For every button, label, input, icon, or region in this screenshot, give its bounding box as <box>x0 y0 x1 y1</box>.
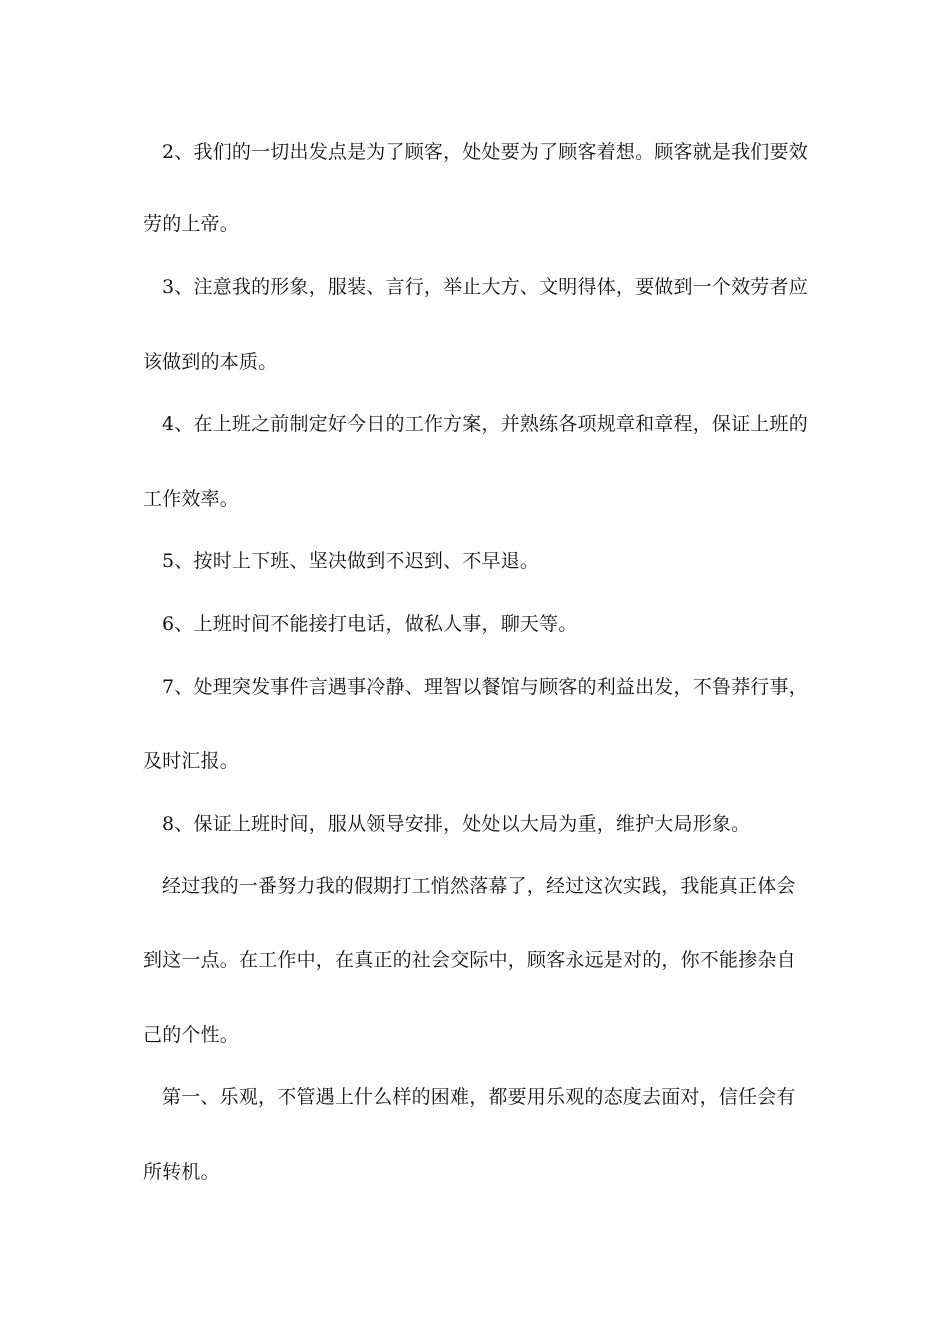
paragraph-8-line-1 <box>162 811 750 837</box>
summary-paragraph-line-2 <box>143 947 796 973</box>
item-number: 5 <box>162 550 175 572</box>
line-text: 该做到的本质。 <box>143 351 278 373</box>
line-text: 劳的上帝。 <box>143 213 240 235</box>
item-number: 6 <box>162 613 175 635</box>
line-text: 、处理突发事件言遇事冷静、理智以餐馆与顾客的利益出发，不鲁莽行事， <box>174 676 808 698</box>
paragraph-2-line-1 <box>162 139 808 165</box>
paragraph-3-line-2 <box>143 349 277 375</box>
paragraph-5-line-1 <box>162 548 539 574</box>
item-number: 8 <box>162 813 175 835</box>
line-text: 所转机。 <box>143 1161 220 1183</box>
line-text: 、按时上下班、坚决做到不迟到、不早退。 <box>174 550 540 572</box>
item-number: 7 <box>162 676 175 698</box>
first-point-paragraph-line-1 <box>162 1084 796 1110</box>
summary-paragraph-line-3 <box>143 1022 239 1048</box>
paragraph-7-line-2 <box>143 748 239 774</box>
line-text: 、保证上班时间，服从领导安排，处处以大局为重，维护大局形象。 <box>174 813 751 835</box>
paragraph-6-line-1 <box>162 611 578 637</box>
first-point-paragraph-line-2 <box>143 1159 220 1185</box>
line-text: 及时汇报。 <box>143 750 240 772</box>
line-text: 第一、乐观，不管遇上什么样的困难，都要用乐观的态度去面对，信任会有 <box>162 1086 796 1108</box>
paragraph-7-line-1 <box>162 674 808 700</box>
item-number: 4 <box>162 413 175 435</box>
summary-paragraph-line-1 <box>162 873 796 899</box>
paragraph-3-line-1 <box>162 274 808 300</box>
line-text: 、上班时间不能接打电话，做私人事，聊天等。 <box>174 613 578 635</box>
line-text: 经过我的一番努力我的假期打工悄然落幕了，经过这次实践，我能真正体会 <box>162 875 796 897</box>
line-text: 、我们的一切出发点是为了顾客，处处要为了顾客着想。顾客就是我们要效 <box>174 141 808 163</box>
line-text: 、注意我的形象，服装、言行，举止大方、文明得体，要做到一个效劳者应 <box>174 276 808 298</box>
line-text: 到这一点。在工作中，在真正的社会交际中，顾客永远是对的，你不能掺杂自 <box>143 949 796 971</box>
paragraph-2-line-2 <box>143 211 239 237</box>
line-text: 工作效率。 <box>143 488 240 510</box>
paragraph-4-line-2 <box>143 486 239 512</box>
item-number: 3 <box>162 276 175 298</box>
line-text: 、在上班之前制定好今日的工作方案，并熟练各项规章和章程，保证上班的 <box>174 413 808 435</box>
item-number: 2 <box>162 141 175 163</box>
line-text: 己的个性。 <box>143 1024 240 1046</box>
paragraph-4-line-1 <box>162 411 808 437</box>
